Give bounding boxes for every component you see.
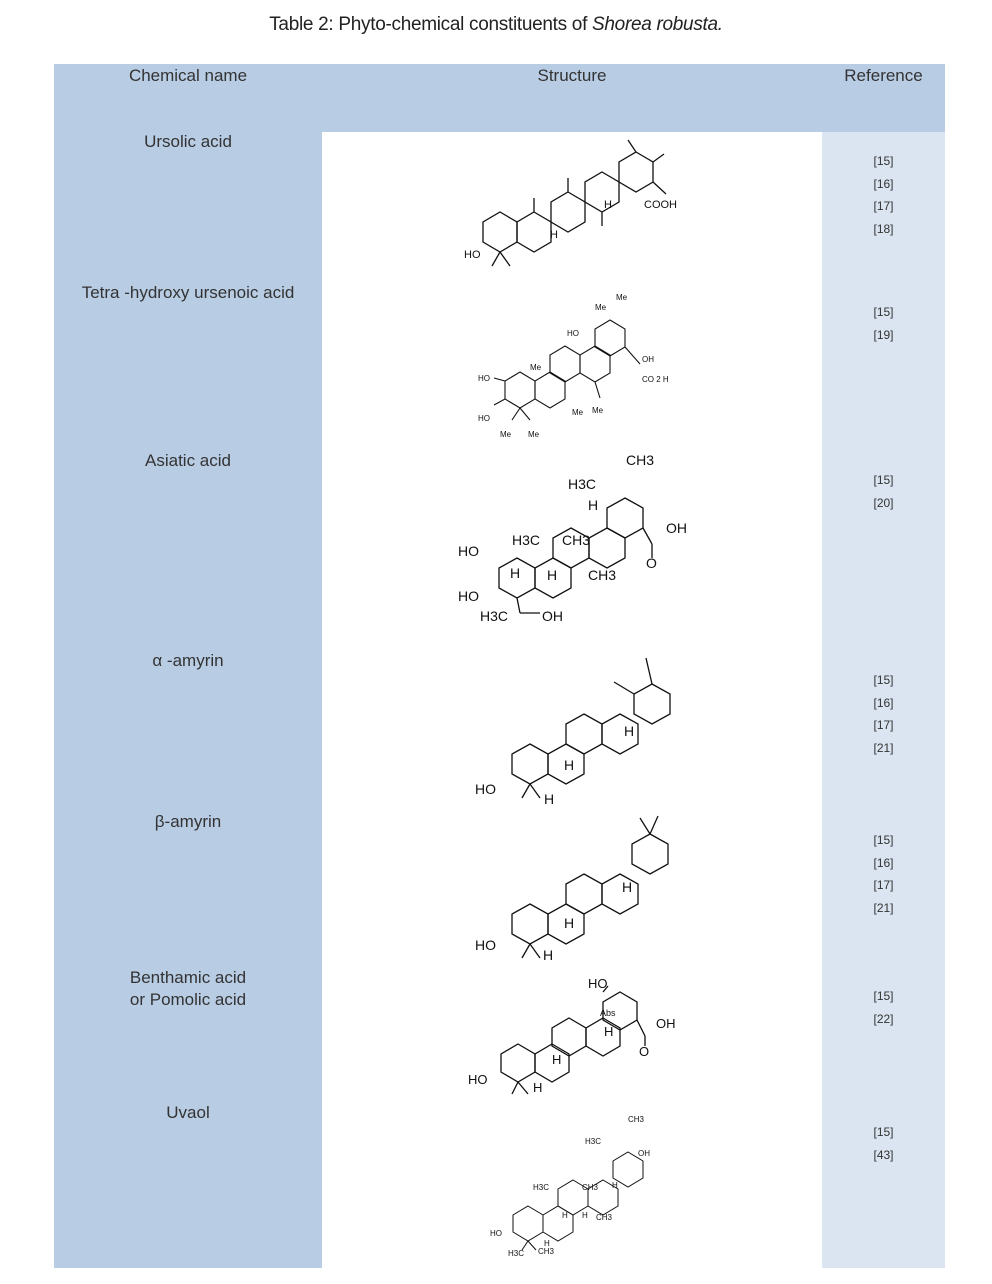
caption-text: Phyto-chemical constituents of [338, 14, 588, 35]
caption-species: Shorea robusta. [592, 14, 723, 35]
structure-label: O [639, 1044, 650, 1059]
structure-label: HO [478, 414, 490, 423]
structure-label: CO 2 H [642, 375, 669, 384]
structure-label: H [562, 1211, 568, 1220]
structure-label: Me [500, 430, 512, 439]
alpha-amyrin-structure [440, 652, 710, 812]
reference-item: [15] [873, 473, 894, 487]
structure-label: H3C [512, 532, 541, 548]
reference-item: [17] [873, 878, 894, 892]
structure-label: CH3 [596, 1213, 613, 1222]
structure-label: CH3 [562, 532, 591, 548]
structure-label: Me [616, 293, 628, 302]
structure-label: CH3 [628, 1115, 645, 1124]
table-caption [0, 14, 992, 36]
structure-label: H [510, 565, 521, 581]
structure-label: HO [458, 543, 479, 559]
reference-item: [43] [873, 1147, 894, 1162]
structure-label: H [564, 757, 575, 773]
compound-name: Ursolic acid [144, 132, 232, 151]
reference-list [822, 829, 945, 919]
structure-label: HO [475, 781, 496, 797]
structure-label: HO [475, 937, 496, 953]
structure-label: H [544, 791, 555, 807]
reference-item: [20] [873, 495, 894, 510]
structure-label: H3C [568, 476, 597, 492]
structure-label: O [646, 555, 657, 571]
structure-label: Me [528, 430, 540, 439]
structure-label: HO [588, 976, 608, 991]
uvaol-structure [440, 1112, 710, 1262]
reference-item: [15] [873, 305, 894, 319]
structure-label: H [564, 915, 575, 931]
structure-label: H3C [585, 1137, 602, 1146]
benthamic-acid-structure [440, 966, 710, 1098]
structure-label: Me [592, 406, 604, 415]
reference-list [822, 150, 945, 240]
structure-label: CH3 [626, 452, 655, 468]
structure-label: H [544, 1239, 550, 1248]
ursolic-acid-structure [440, 134, 710, 274]
tetra-hydroxy-ursenoic-acid-structure [440, 290, 710, 440]
structure-label: CH3 [538, 1247, 555, 1256]
compound-name [54, 967, 322, 1011]
asiatic-acid-structure [440, 448, 710, 628]
reference-item: [21] [873, 900, 894, 915]
compound-name-line: or Pomolic acid [129, 990, 247, 1009]
structure-label: OH [642, 355, 654, 364]
caption-label: Table 2: [269, 14, 334, 35]
structure-label: Me [595, 303, 607, 312]
structure-label: HO [468, 1072, 488, 1087]
structure-label: Me [530, 363, 542, 372]
structure-label: H [604, 1024, 614, 1039]
reference-list [822, 669, 945, 759]
reference-item: [15] [873, 673, 894, 687]
structure-label: Abs [600, 1008, 616, 1018]
structure-label: HO [567, 329, 579, 338]
structure-label: HO [478, 374, 490, 383]
reference-list [822, 301, 945, 346]
structure-label: H3C [480, 608, 509, 624]
reference-item: [15] [873, 833, 894, 847]
structure-label: H [533, 1080, 543, 1095]
structure-label: H3C [508, 1249, 525, 1258]
reference-item: [15] [873, 1125, 894, 1139]
reference-item: [21] [873, 740, 894, 755]
reference-list [822, 469, 945, 514]
structure-label: H [552, 1052, 562, 1067]
header-reference: Reference [844, 66, 923, 85]
structure-label: H [582, 1211, 588, 1220]
reference-item: [22] [873, 1011, 894, 1026]
beta-amyrin-structure [440, 812, 710, 972]
header-structure: Structure [537, 66, 607, 85]
structure-label: H [612, 1181, 618, 1190]
reference-item: [16] [873, 176, 894, 191]
structure-label: OH [666, 520, 687, 536]
structure-label: COOH [644, 199, 677, 211]
reference-item: [17] [873, 718, 894, 732]
reference-item: [18] [873, 221, 894, 236]
compound-name: α -amyrin [152, 651, 224, 670]
structure-label: HO [458, 588, 479, 604]
reference-item: [19] [873, 327, 894, 342]
structure-label: H [624, 723, 635, 739]
structure-label: OH [638, 1149, 650, 1158]
reference-item: [16] [873, 695, 894, 710]
header-chemical-name: Chemical name [128, 66, 248, 85]
compound-name-line: Benthamic acid [129, 968, 247, 987]
reference-item: [15] [873, 154, 894, 168]
structure-label: H [543, 947, 554, 963]
structure-label: HO [490, 1229, 502, 1238]
structure-label: CH3 [582, 1183, 599, 1192]
reference-list [822, 1121, 945, 1166]
reference-item: [16] [873, 855, 894, 870]
structure-label: H [622, 879, 633, 895]
compound-name: Tetra -hydroxy ursenoic acid [81, 283, 295, 302]
compound-name: β-amyrin [154, 812, 222, 831]
structure-label: H3C [533, 1183, 550, 1192]
structure-label: CH3 [588, 567, 617, 583]
reference-list [822, 985, 945, 1030]
structure-label: Me [572, 408, 584, 417]
reference-item: [17] [873, 199, 894, 213]
structure-label: OH [542, 608, 563, 624]
reference-item: [15] [873, 989, 894, 1003]
structure-label: H [604, 199, 612, 211]
structure-label: H [588, 497, 599, 513]
structure-label: HO [464, 249, 481, 261]
compound-name: Asiatic acid [145, 451, 231, 470]
structure-label: OH [656, 1016, 676, 1031]
structure-label: H [550, 229, 558, 241]
compound-name: Uvaol [166, 1103, 210, 1122]
structure-label: H [547, 567, 558, 583]
